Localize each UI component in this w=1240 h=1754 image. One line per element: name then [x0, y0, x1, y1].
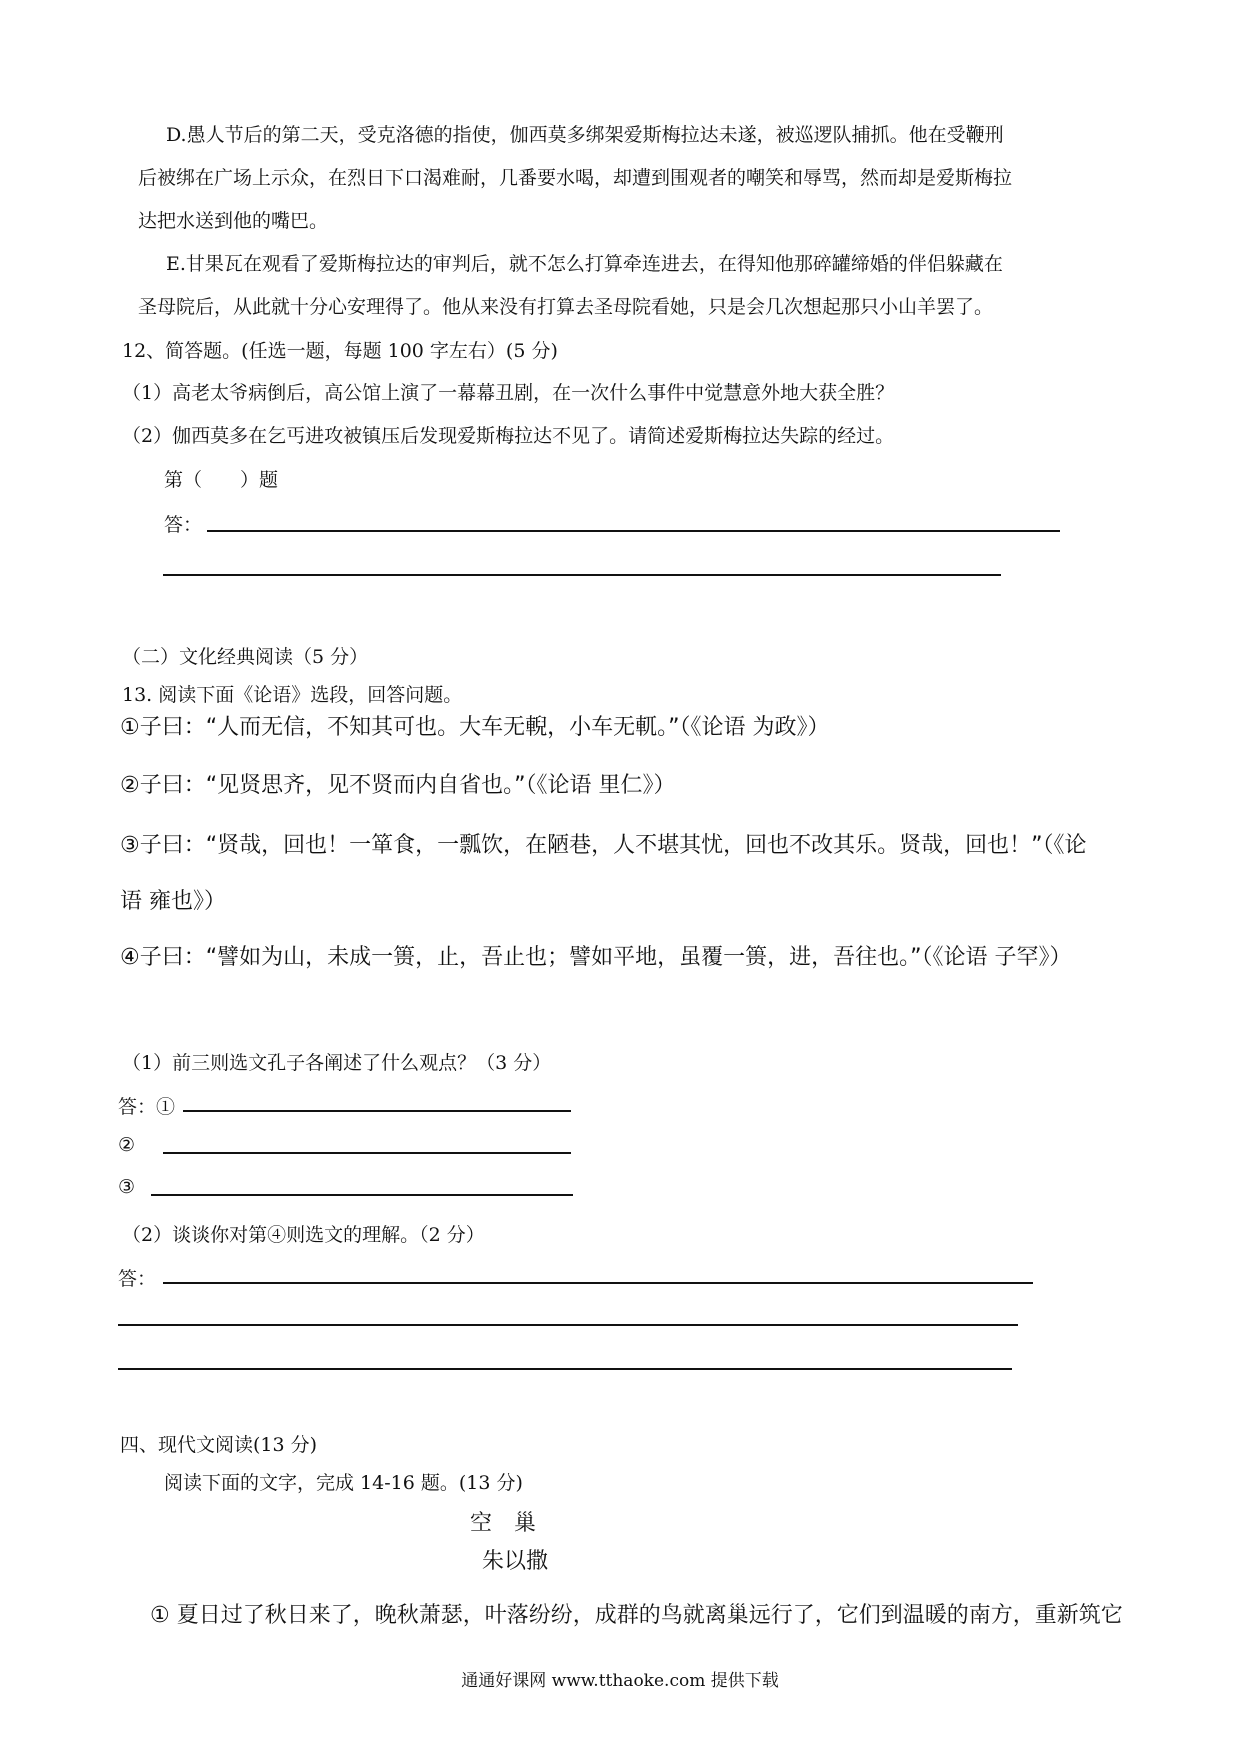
- q13-stem: 13. 阅读下面《论语》选段，回答问题。: [122, 684, 463, 706]
- q12-choice-label: 第（ ）题: [164, 469, 279, 491]
- option-e-line-1: E.甘果瓦在观看了爱斯梅拉达的审判后，就不怎么打算牵连进去，在得知他那碎罐缔婚的伴侣躲藏在: [166, 253, 1003, 275]
- q12-stem: 12、简答题。(任选一题，每题 100 字左右）(5 分): [122, 340, 558, 362]
- q13-sub2-answer-line-2[interactable]: [118, 1324, 1018, 1326]
- q13-answer-prefix-2: 答：: [118, 1268, 157, 1290]
- q12-answer-label: 答：: [164, 514, 203, 536]
- q13-answer-line-3[interactable]: [151, 1194, 573, 1196]
- quote-1: ①子曰：“人而无信，不知其可也。大车无輗，小车无軏。”（《论语 为政》）: [120, 715, 830, 740]
- footer-text: 通通好课网 www.tthaoke.com 提供下载: [461, 1671, 779, 1691]
- q13-mark-2: ②: [118, 1134, 136, 1156]
- q13-sub2: （2）谈谈你对第④则选文的理解。（2 分）: [122, 1224, 485, 1246]
- option-d-line-3: 达把水送到他的嘴巴。: [138, 210, 329, 232]
- q12-item-2: （2）伽西莫多在乞丐进攻被镇压后发现爱斯梅拉达不见了。请简述爱斯梅拉达失踪的经过。: [122, 425, 895, 447]
- quote-4: ④子曰：“譬如为山，未成一篑，止，吾止也；譬如平地，虽覆一篑，进，吾往也。”（《论语 子罕》）: [120, 945, 1072, 970]
- quote-2: ②子曰：“见贤思齐，见不贤而内自省也。”（《论语 里仁》）: [120, 773, 676, 798]
- q13-answer-prefix-1: 答：①: [118, 1096, 176, 1118]
- option-e-line-2: 圣母院后，从此就十分心安理得了。他从来没有打算去圣母院看她，只是会几次想起那只小山羊罢了。: [138, 296, 994, 318]
- essay-paragraph-1: ① 夏日过了秋日来了，晚秋萧瑟，叶落纷纷，成群的鸟就离巢远行了，它们到温暖的南方，重新筑它: [150, 1603, 1123, 1628]
- q13-answer-line-2[interactable]: [163, 1152, 571, 1154]
- essay-author: 朱以撒: [482, 1549, 549, 1574]
- q13-sub2-answer-line-3[interactable]: [118, 1368, 1012, 1370]
- essay-title: 空 巢: [470, 1511, 537, 1536]
- quote-3-line-1: ③子曰：“贤哉，回也！一箪食，一瓢饮，在陋巷，人不堪其忧，回也不改其乐。贤哉，回也！”（《论: [120, 833, 1087, 858]
- option-d-line-1: D.愚人节后的第二天，受克洛德的指使，伽西莫多绑架爱斯梅拉达未遂，被巡逻队捕抓。他在受鞭刑: [166, 124, 1004, 146]
- q12-answer-line-2[interactable]: [163, 574, 1001, 576]
- q12-answer-line-1[interactable]: [207, 530, 1060, 532]
- page-footer: [0, 1666, 1240, 1691]
- q13-sub1: （1）前三则选文孔子各阐述了什么观点？（3 分）: [122, 1052, 552, 1074]
- section2-title: （二）文化经典阅读（5 分）: [122, 646, 369, 668]
- option-d-line-2: 后被绑在广场上示众，在烈日下口渴难耐，几番要水喝，却遭到围观者的嘲笑和辱骂，然而却是爱斯梅拉: [138, 167, 1013, 189]
- q12-item-1: （1）高老太爷病倒后，高公馆上演了一幕幕丑剧，在一次什么事件中觉慧意外地大获全胜？: [122, 382, 895, 404]
- q13-mark-3: ③: [118, 1176, 136, 1198]
- quote-3-line-2: 语 雍也》）: [120, 889, 226, 914]
- section4-title: 四、现代文阅读(13 分): [120, 1434, 318, 1456]
- section4-instruction: 阅读下面的文字，完成 14-16 题。(13 分): [164, 1472, 523, 1494]
- q13-answer-line-1[interactable]: [183, 1110, 571, 1112]
- q13-sub2-answer-line-1[interactable]: [163, 1282, 1033, 1284]
